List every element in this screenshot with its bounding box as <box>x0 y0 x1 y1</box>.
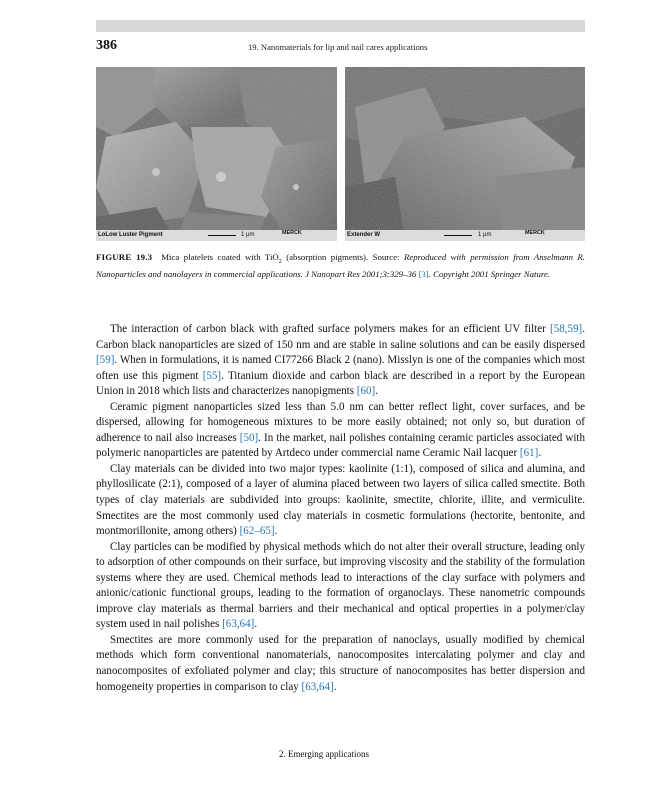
sem-micrograph-right <box>345 67 585 241</box>
text-run: . In the market, nail polishes containing ceramic particles associated with polymeric nanoparticles are patented by Artdeco under commercial name Ceramic Nail lacquer <box>96 431 585 460</box>
page-number: 386 <box>96 38 117 53</box>
citation-link[interactable]: [50] <box>239 431 259 444</box>
citation-link[interactable]: [63,64] <box>301 680 334 693</box>
caption-source: Reproduced with permission from Anselmann R. Nanoparticles and nanolayers in commercial applications. J Nanopart Res 2001;3:329–36 <box>96 252 586 279</box>
text-run: . <box>375 385 378 398</box>
page-footer: 2. Emerging applications <box>278 749 370 759</box>
sem-image-left <box>96 67 337 241</box>
sem-info-bar-right <box>345 230 585 241</box>
sem-label-left: LoLow Luster Pigment <box>98 232 163 238</box>
caption-ref-link[interactable]: [3] <box>418 268 429 279</box>
text-run: Ceramic pigment nanoparticles sized less than 5.0 nm can better reflect light, cover surfaces, and be dispersed, allowing for homogeneous mixtures to be more easily obtained; not only so, but duration of adherence to nail also increases <box>96 400 585 444</box>
sem-micrograph-left <box>96 67 337 241</box>
text-run: Clay particles can be modified by physical methods which do not alter their overall structure, leading only to adsorption of other compounds on their surface, but improving viscosity and the stability of the formulation systems where they are used. Chemical methods lead to interactions of the clay surface with polymers and anionic/cationic functional groups, leading to the formation of organoclays. These nanometric compounds improve clay materials as thermal barriers and their mechanical and optical properties in a polymer/clay system used in nail polishes <box>96 540 585 631</box>
paragraph-2 <box>96 400 585 462</box>
citation-link[interactable]: [58,59] <box>550 323 583 335</box>
sem-label-right: Extender W <box>347 232 381 238</box>
body-text <box>96 322 585 695</box>
brand-label-right: MERCK <box>525 230 545 236</box>
paragraph-4 <box>96 540 585 633</box>
citation-link[interactable]: [60] <box>356 385 376 398</box>
text-run: . When in formulations, it is named CI77266 Black 2 (nano). Misslyn is one of the companies which most often use this pigment <box>96 354 585 382</box>
citation-link[interactable]: [59] <box>96 354 115 367</box>
brand-label-left: MERCK <box>282 230 302 236</box>
figure-caption <box>96 251 585 280</box>
caption-text-2: (absorption pigments). Source: <box>281 252 404 262</box>
citation-link[interactable]: [55] <box>202 369 222 382</box>
citation-link[interactable]: [62–65] <box>239 525 275 538</box>
figure-label: FIGURE 19.3 <box>96 252 153 262</box>
sem-info-bar-left <box>96 230 337 241</box>
text-run: . <box>274 525 278 538</box>
text-run: . <box>254 618 258 631</box>
text-run: Clay materials can be divided into two major types: kaolinite (1:1), composed of silica and alumina, and phyllosilicate (2:1), composed of a layer of alumina placed between two layers of silica called smectite. Both types of clay materials are subdivided into groups: kaolinite, smectite, chlorite, illite, and vermiculite. Smectites are the most commonly used clay materials in cosmetic formulations (hectorite, bentonite, and montmorillonite, among others) <box>96 462 585 538</box>
text-run: The interaction of carbon black with grafted surface polymers makes for an efficient UV filter <box>110 323 551 335</box>
citation-link[interactable]: [63,64] <box>222 618 255 631</box>
paragraph-5 <box>96 633 585 695</box>
text-run: . <box>538 447 542 460</box>
caption-copyright: . Copyright 2001 Springer Nature. <box>428 268 551 279</box>
paragraph-3 <box>96 462 585 540</box>
sem-image-right <box>345 67 585 241</box>
paragraph-1 <box>96 322 585 400</box>
citation-link[interactable]: [61] <box>519 447 539 460</box>
scale-text-right: 1 µm <box>478 232 492 238</box>
text-run: . Carbon black nanoparticles are sized of 150 nm and are stable in saline solutions and can be easily dispersed <box>96 323 585 351</box>
running-head: 19. Nanomaterials for lip and nail cares applications <box>248 42 428 52</box>
caption-subscript: 2 <box>278 258 282 265</box>
text-run: . Titanium dioxide and carbon black are described in a report by the European Union in 2018 which lists and characterizes nanopigments <box>96 369 585 398</box>
scale-bar-right <box>444 235 472 236</box>
caption-text: Mica platelets coated with TiO <box>161 252 279 262</box>
scale-text-left: 1 µm <box>241 232 255 238</box>
text-run: Smectites are more commonly used for the preparation of nanoclays, usually modified by chemical methods which form conventional nanomaterials, nanocomposites intercalating polymer and clay and nanocomposites of exfoliated polymer and clay; this structure of nanocomposites has better dispersion and homogeneity properties in comparison to clay <box>96 633 585 693</box>
scale-bar-left <box>208 235 236 236</box>
header-bar <box>96 20 585 32</box>
text-run: . <box>333 680 337 693</box>
